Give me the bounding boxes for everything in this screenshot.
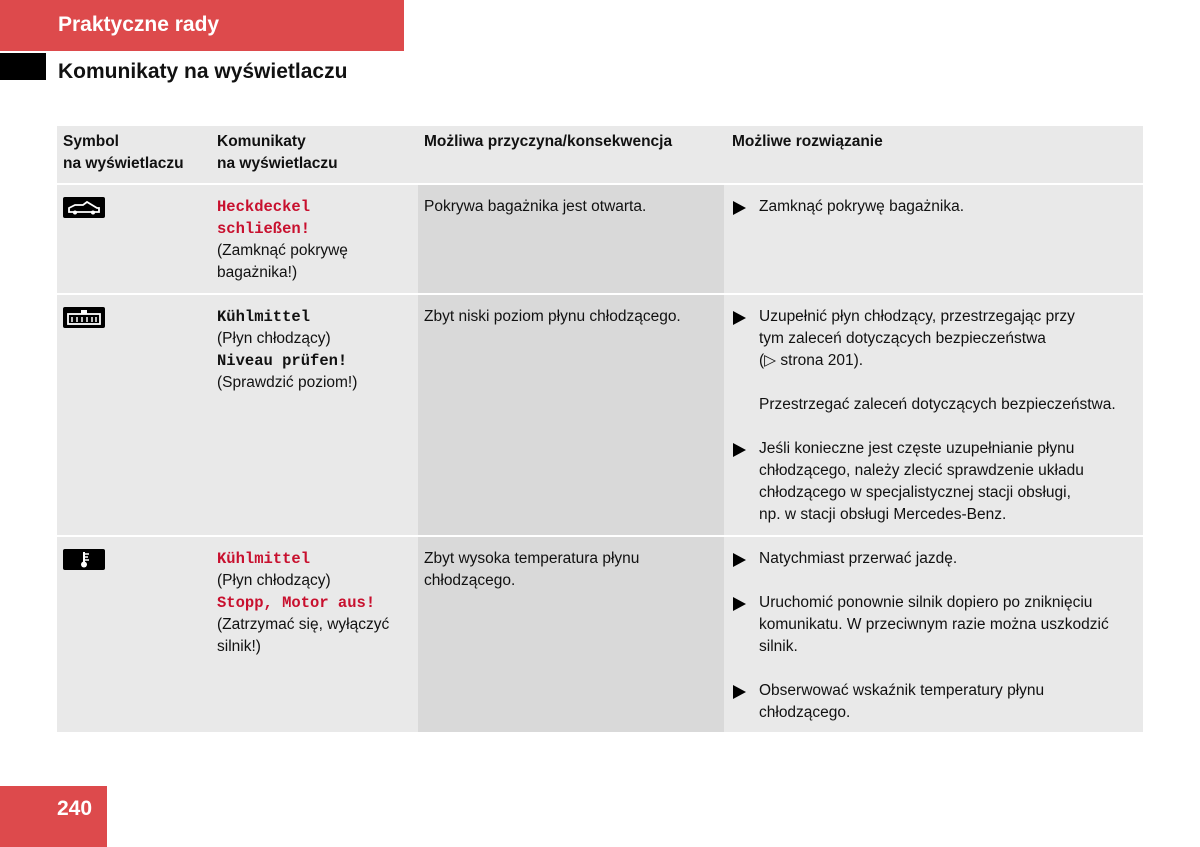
safety-note: Przestrzegać zaleceń dotyczących bezpieczeństwa. xyxy=(759,396,1116,413)
solution-item: Uruchomić ponownie silnik dopiero po zniknięciu komunikatu. W przeciwnym razie można uszkodzić silnik. xyxy=(732,592,1137,658)
coolant-level-icon xyxy=(63,307,105,328)
column-header-cause: Możliwa przyczyna/konsekwencja xyxy=(418,126,724,183)
solution-cell xyxy=(724,185,1143,293)
table-row xyxy=(57,295,1143,537)
section-title: Praktyczne rady xyxy=(58,13,220,36)
column-header-symbol: Symbol na wyświetlaczu xyxy=(57,126,211,183)
symbol-cell xyxy=(57,295,211,535)
message-cell: Kühlmittel (Płyn chłodzący) Stopp, Motor aus! (Zatrzymać się, wyłączyć silnik!) xyxy=(211,537,418,732)
page-heading: Komunikaty na wyświetlaczu xyxy=(58,60,348,83)
bullet-arrow-icon xyxy=(732,680,759,724)
solution-item: Jeśli konieczne jest częste uzupełnianie płynu chłodzącego, należy zlecić sprawdzenie układu chłodzącego w specjalistycznej stacji obsługi, np. w stacji obsługi Mercedes-Benz. xyxy=(732,438,1137,526)
solution-cell xyxy=(724,295,1143,535)
solution-item: Uzupełnić płyn chłodzący, przestrzegając przy tym zaleceń dotyczących bezpieczeństwa (▷ strona 201). xyxy=(732,306,1137,372)
page-number: 240 xyxy=(57,797,93,820)
display-messages-table xyxy=(57,126,1143,734)
trunk-open-icon xyxy=(63,197,105,218)
bullet-arrow-icon xyxy=(732,592,759,658)
message-cell: Kühlmittel (Płyn chłodzący) Niveau prüfen! (Sprawdzić poziom!) xyxy=(211,295,418,535)
solution-item: Natychmiast przerwać jazdę. xyxy=(732,548,1137,570)
bullet-arrow-icon xyxy=(732,196,759,218)
column-header-solution: Możliwe rozwiązanie xyxy=(724,126,1143,183)
solution-cell xyxy=(724,537,1143,732)
bullet-arrow-icon xyxy=(732,306,759,372)
table-header-row xyxy=(57,126,1143,185)
table-row xyxy=(57,185,1143,295)
cause-cell: Zbyt niski poziom płynu chłodzącego. xyxy=(418,295,724,535)
cause-cell: Zbyt wysoka temperatura płynu chłodzącego. xyxy=(418,537,724,732)
bullet-arrow-icon xyxy=(732,438,759,526)
column-header-message: Komunikaty na wyświetlaczu xyxy=(211,126,418,183)
coolant-temperature-icon xyxy=(63,549,105,570)
solution-item: Zamknąć pokrywę bagażnika. xyxy=(732,196,1137,218)
bullet-arrow-icon xyxy=(732,548,759,570)
solution-item: Obserwować wskaźnik temperatury płynu chłodzącego. xyxy=(732,680,1137,724)
table-row xyxy=(57,537,1143,734)
section-marker xyxy=(0,53,46,80)
symbol-cell xyxy=(57,185,211,293)
symbol-cell xyxy=(57,537,211,732)
cause-cell: Pokrywa bagażnika jest otwarta. xyxy=(418,185,724,293)
message-cell: Heckdeckel schließen! (Zamknąć pokrywę bagażnika!) xyxy=(211,185,418,293)
